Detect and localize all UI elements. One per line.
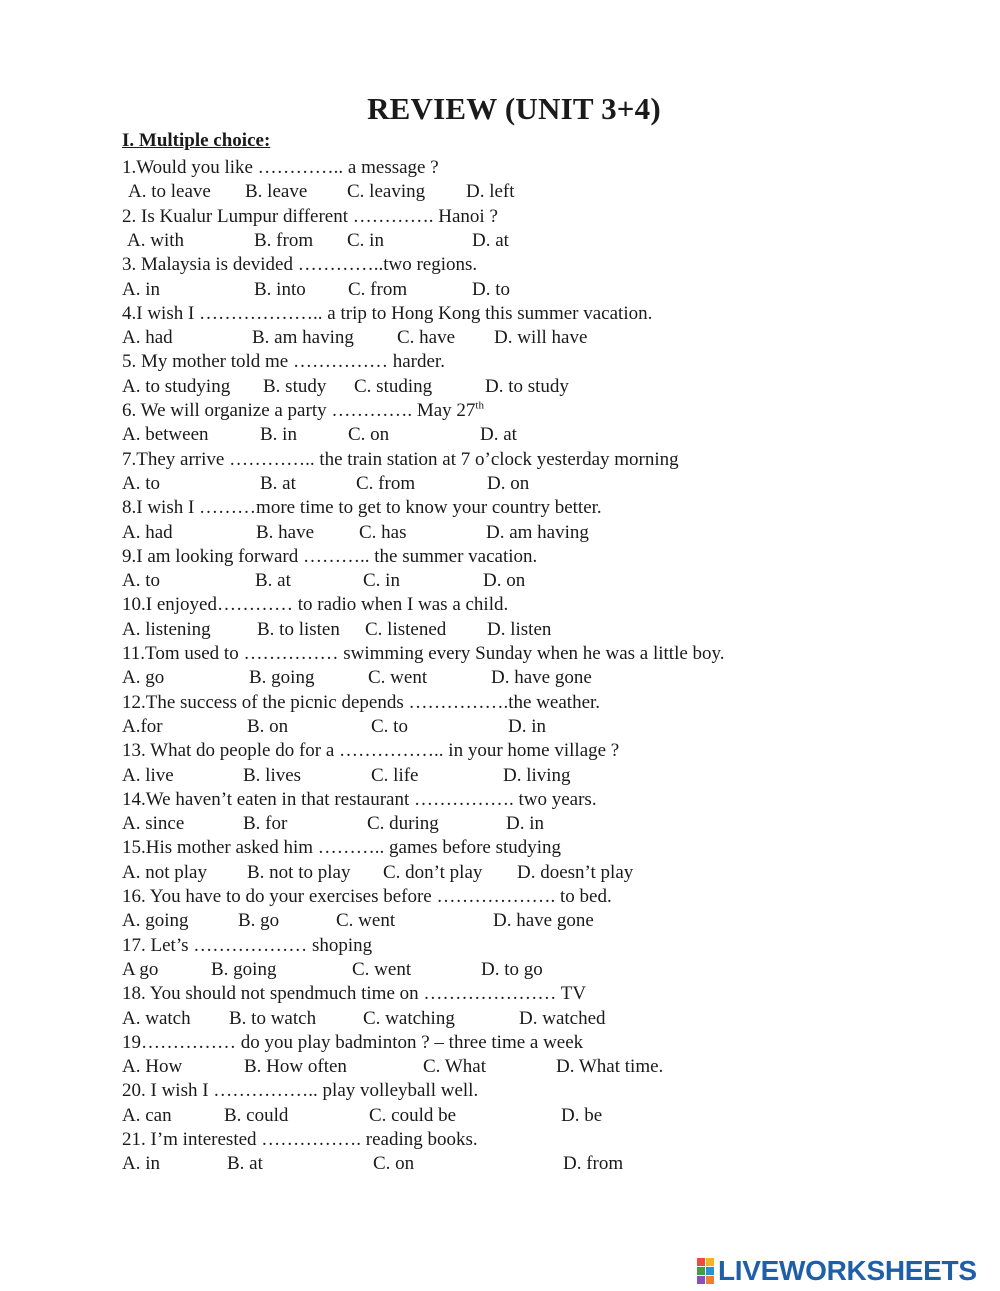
answer-option[interactable]: C. from: [348, 278, 408, 300]
answer-option[interactable]: A. live: [122, 764, 174, 786]
page-title: REVIEW (UNIT 3+4): [367, 91, 661, 126]
answer-options-16: [122, 909, 722, 933]
question-text: 14.We haven’t eaten in that restaurant ……………. two years.: [122, 788, 597, 810]
answer-option[interactable]: B. at: [260, 473, 296, 494]
question-text: 17. Let’s ……………… shoping: [122, 934, 373, 956]
question-text: 15.His mother asked him ……….. games before studying: [122, 837, 562, 859]
answer-option[interactable]: C. in: [347, 230, 384, 251]
logo-text: LIVEWORKSHEETS: [718, 1255, 977, 1286]
question-10: [122, 593, 508, 617]
question-8: [122, 496, 602, 520]
answer-option[interactable]: D. in: [508, 716, 546, 737]
answer-option[interactable]: D. at: [480, 424, 517, 446]
answer-option[interactable]: A. in: [122, 1153, 160, 1175]
question-text: 7.They arrive ………….. the train station at 7 o’clock yesterday morning: [122, 448, 679, 470]
answer-option[interactable]: C. What: [423, 1056, 486, 1078]
answer-option[interactable]: C. have: [397, 327, 456, 349]
answer-option[interactable]: A. had: [122, 521, 173, 543]
answer-options-12: [122, 715, 722, 739]
answer-option[interactable]: A. going: [122, 910, 189, 932]
answer-option[interactable]: A. How: [122, 1056, 183, 1078]
answer-option[interactable]: C. life: [371, 764, 419, 786]
answer-option[interactable]: B. could: [224, 1104, 289, 1126]
answer-option[interactable]: A. with: [127, 230, 184, 251]
answer-options-7: [122, 472, 722, 496]
answer-option[interactable]: B. going: [249, 667, 315, 689]
question-text: 3. Malaysia is devided …………..two regions.: [122, 254, 478, 276]
question-11: [122, 642, 725, 666]
answer-option[interactable]: C. watching: [363, 1007, 455, 1029]
answer-option[interactable]: C. on: [373, 1153, 415, 1175]
answer-option[interactable]: B. have: [256, 521, 315, 543]
answer-options-4: [122, 326, 722, 350]
answer-option[interactable]: B. in: [260, 424, 297, 446]
answer-option[interactable]: D. on: [487, 473, 530, 494]
answer-option[interactable]: D. to: [472, 278, 510, 300]
answer-option[interactable]: C. went: [368, 667, 428, 689]
answer-option[interactable]: C. went: [352, 959, 412, 980]
answer-option[interactable]: D. listen: [487, 618, 552, 640]
answer-option[interactable]: B. at: [255, 570, 291, 592]
answer-options-19: [122, 1055, 722, 1079]
question-text: 13. What do people do for a …………….. in your home village ?: [122, 740, 620, 762]
answer-option[interactable]: B. How often: [244, 1056, 347, 1078]
answer-options-21: [122, 1152, 722, 1176]
answer-options-15: [122, 861, 722, 885]
answer-option[interactable]: B. study: [263, 375, 327, 397]
answer-option[interactable]: D. doesn’t play: [517, 861, 634, 883]
answer-option[interactable]: C. don’t play: [383, 861, 483, 883]
answer-option[interactable]: A. to: [122, 570, 160, 592]
question-16: [122, 885, 612, 909]
answer-option[interactable]: B. into: [254, 278, 306, 300]
answer-option[interactable]: B. am having: [252, 327, 354, 349]
logo-mark-icon: [697, 1258, 714, 1284]
answer-option[interactable]: D. at: [472, 230, 509, 251]
answer-options-10: [122, 618, 722, 642]
answer-option[interactable]: C. to: [371, 716, 408, 737]
answer-option[interactable]: D. on: [483, 570, 526, 592]
answer-option[interactable]: C. could be: [369, 1104, 457, 1126]
question-text: 18. You should not spendmuch time on ………………… TV: [122, 983, 587, 1005]
question-6: [122, 399, 484, 423]
question-text: 2. Is Kualur Lumpur different …………. Hanoi ?: [122, 205, 498, 227]
answer-option[interactable]: B. on: [247, 716, 289, 737]
answer-option[interactable]: A. to leave: [128, 181, 211, 203]
question-20: [122, 1079, 478, 1103]
answer-option[interactable]: D. from: [563, 1153, 624, 1175]
answer-option[interactable]: C. has: [359, 521, 407, 543]
answer-option[interactable]: A. go: [122, 667, 165, 689]
question-text: 9.I am looking forward ……….. the summer vacation.: [122, 545, 538, 567]
answer-option[interactable]: D. to study: [485, 375, 569, 397]
answer-option[interactable]: D. be: [561, 1104, 603, 1126]
answer-options-2: [122, 229, 722, 253]
answer-options-17: [122, 958, 722, 982]
question-9: [122, 545, 537, 569]
question-12: [122, 691, 600, 715]
question-text: 12.The success of the picnic depends …………….the weather.: [122, 691, 601, 713]
answer-option[interactable]: B. to listen: [257, 618, 340, 640]
answer-option[interactable]: C. studing: [354, 375, 433, 397]
answer-options-9: [122, 569, 722, 593]
answer-option[interactable]: A. to: [122, 473, 160, 494]
answer-options-5: [122, 375, 722, 399]
answer-option[interactable]: D. am having: [486, 521, 589, 543]
answer-option[interactable]: B. to watch: [229, 1007, 317, 1029]
question-4: [122, 302, 652, 326]
answer-option[interactable]: C. listened: [365, 618, 447, 640]
question-text: 8.I wish I ………more time to get to know your country better.: [122, 497, 602, 519]
answer-option[interactable]: B. from: [254, 230, 314, 251]
answer-option[interactable]: D. What time.: [556, 1056, 664, 1078]
question-text: 6. We will organize a party …………. May 27: [122, 400, 476, 421]
answer-options-18: [122, 1007, 722, 1031]
answer-option[interactable]: D. to go: [481, 959, 543, 980]
answer-option[interactable]: B. at: [227, 1153, 263, 1175]
answer-option[interactable]: B. lives: [243, 764, 302, 786]
question-7: [122, 448, 679, 472]
liveworksheets-logo: [697, 1256, 977, 1286]
answer-option[interactable]: D. living: [503, 764, 571, 786]
answer-option[interactable]: B. not to play: [247, 861, 351, 883]
question-text: 16. You have to do your exercises before ………………. to bed.: [122, 886, 612, 907]
question-5: [122, 350, 445, 374]
answer-option[interactable]: C. from: [356, 473, 416, 494]
answer-option[interactable]: A. between: [122, 424, 209, 446]
answer-option[interactable]: B. go: [238, 910, 280, 932]
question-18: [122, 982, 586, 1006]
answer-option[interactable]: A. can: [122, 1104, 172, 1126]
answer-option[interactable]: B. going: [211, 959, 277, 980]
answer-options-1: [122, 180, 722, 204]
question-14: [122, 788, 597, 812]
answer-option[interactable]: A. had: [122, 327, 173, 349]
answer-option[interactable]: D. in: [506, 813, 544, 835]
question-3: [122, 253, 477, 277]
answer-option[interactable]: D. will have: [494, 327, 588, 349]
answer-options-8: [122, 521, 722, 545]
answer-options-3: [122, 278, 722, 302]
answer-option[interactable]: A. listening: [122, 618, 211, 640]
answer-option[interactable]: C. during: [367, 813, 439, 835]
answer-option[interactable]: A. not play: [122, 861, 207, 883]
answer-option[interactable]: D. have gone: [493, 910, 594, 932]
answer-option[interactable]: B. leave: [245, 181, 308, 203]
answer-option[interactable]: C. went: [336, 910, 396, 932]
answer-option[interactable]: A. to studying: [122, 375, 231, 397]
section-heading: I. Multiple choice:: [122, 130, 271, 151]
answer-option[interactable]: A. since: [122, 813, 185, 835]
answer-option[interactable]: C. leaving: [347, 181, 426, 203]
question-text: 20. I wish I …………….. play volleyball well.: [122, 1080, 479, 1102]
question-text: 19…………… do you play badminton ? – three time a week: [122, 1031, 584, 1053]
question-2: [122, 205, 498, 229]
question-superscript: th: [475, 399, 484, 412]
answer-option[interactable]: C. on: [348, 424, 390, 446]
answer-option[interactable]: D. left: [466, 181, 515, 203]
question-text: 10.I enjoyed………… to radio when I was a child.: [122, 594, 509, 616]
question-text: 11.Tom used to …………… swimming every Sunday when he was a little boy.: [122, 643, 725, 664]
question-text: 5. My mother told me …………… harder.: [122, 351, 445, 373]
question-1: [122, 156, 439, 180]
question-17: [122, 934, 372, 958]
answer-options-6: [122, 423, 722, 447]
question-text: 21. I’m interested ……………. reading books.: [122, 1129, 478, 1150]
answer-option[interactable]: A. in: [122, 278, 160, 300]
question-13: [122, 739, 619, 763]
answer-option[interactable]: A. watch: [122, 1007, 191, 1029]
answer-option[interactable]: D. watched: [519, 1007, 606, 1029]
answer-options-14: [122, 812, 722, 836]
question-text: 1.Would you like ………….. a message ?: [122, 157, 439, 178]
answer-option[interactable]: A.for: [122, 716, 163, 737]
question-text: 4.I wish I ……………….. a trip to Hong Kong this summer vacation.: [122, 302, 653, 324]
answer-option[interactable]: C. in: [363, 570, 400, 592]
answer-options-11: [122, 666, 722, 690]
answer-option[interactable]: D. have gone: [491, 667, 592, 689]
question-15: [122, 836, 561, 860]
answer-options-20: [122, 1104, 722, 1128]
question-19: [122, 1031, 583, 1055]
question-21: [122, 1128, 478, 1152]
answer-options-13: [122, 764, 722, 788]
answer-option[interactable]: B. for: [243, 813, 288, 835]
answer-option[interactable]: A go: [122, 959, 159, 980]
